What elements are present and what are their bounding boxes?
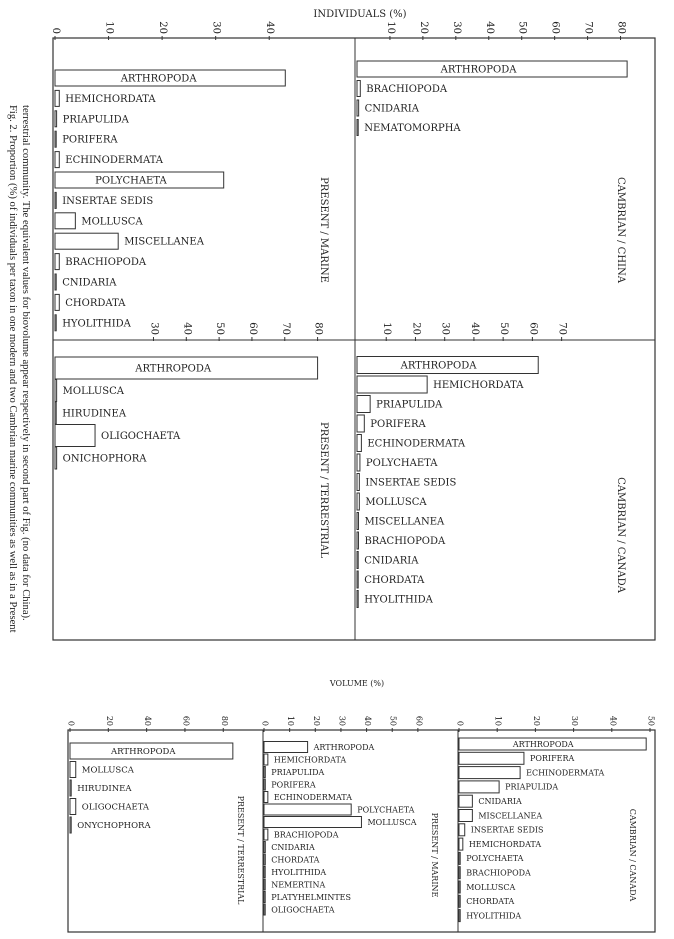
- volume-title: VOLUME (%): [329, 679, 385, 688]
- bar-cnidaria: [357, 100, 359, 116]
- panel-title: PRESENT / TERRESTRIAL: [236, 795, 245, 905]
- bar-cnidaria: [459, 795, 472, 807]
- category-label-mollusca: MOLLUSCA: [81, 216, 143, 228]
- tick-label: 10: [493, 715, 503, 726]
- category-label-echinodermata: ECHINODERMATA: [273, 792, 352, 802]
- tick-label: 40: [363, 715, 373, 726]
- chart-4-individuals-cambrian-canada: [357, 322, 626, 607]
- bar-miscellanea: [55, 233, 118, 249]
- category-label-mollusca: MOLLUSCA: [62, 386, 124, 397]
- bar-mollusca: [264, 817, 361, 828]
- panel-title: PRESENT / MARINE: [430, 812, 439, 898]
- individuals-outer-frame: [53, 38, 655, 640]
- category-label-priapulida: PRIAPULIDA: [271, 767, 325, 777]
- tick-label: 20: [311, 715, 321, 726]
- category-label-porifera: PORIFERA: [529, 754, 575, 764]
- tick-label: 80: [615, 21, 627, 34]
- bar-hemichordata: [264, 754, 268, 765]
- tick-label: 30: [450, 21, 462, 34]
- bar-mollusca: [55, 213, 75, 229]
- tick-label: 40: [608, 715, 618, 726]
- bar-priapulida: [55, 111, 57, 127]
- category-label-arthropoda: ARTHROPODA: [120, 73, 197, 85]
- tick-label: 10: [286, 715, 296, 726]
- category-label-oligochaeta: OLIGOCHAETA: [101, 431, 181, 442]
- tick-label: 80: [312, 322, 324, 335]
- bar-oligochaeta: [55, 425, 95, 447]
- bar-echinodermata: [55, 152, 59, 168]
- bar-insertae-sedis: [459, 824, 465, 836]
- bar-chordata: [264, 854, 265, 865]
- category-label-brachiopoda: BRACHIOPODA: [366, 84, 448, 95]
- panel-title: PRESENT / TERRESTRIAL: [318, 421, 329, 559]
- bar-onychophora: [70, 817, 71, 833]
- tick-label: 20: [531, 715, 541, 726]
- chart-6-volume-present-marine: [261, 716, 440, 915]
- bar-oligochaeta: [264, 904, 265, 915]
- tick-label: 80: [219, 715, 229, 726]
- category-label-insertae-sedis: INSERTAE SEDIS: [62, 195, 154, 207]
- category-label-brachiopoda: BRACHIOPODA: [364, 536, 446, 547]
- category-label-mollusca: MOLLUSCA: [466, 882, 516, 892]
- tick-label: 20: [417, 21, 429, 34]
- category-label-hirudinea: HIRUDINEA: [62, 408, 127, 420]
- bar-echinodermata: [459, 767, 520, 779]
- charts-layer: [50, 21, 656, 921]
- panel-title: CAMBRIAN / CHINA: [615, 177, 626, 283]
- tick-label: 30: [439, 322, 451, 335]
- bar-arthropoda: [264, 742, 308, 753]
- tick-label: 40: [264, 21, 276, 34]
- bar-brachiopoda: [264, 829, 268, 840]
- tick-label: 50: [646, 715, 656, 726]
- bar-brachiopoda: [357, 81, 360, 97]
- category-label-arthropoda: ARTHROPODA: [440, 64, 517, 76]
- tick-label: 0: [50, 27, 61, 34]
- category-label-echinodermata: ECHINODERMATA: [65, 155, 163, 167]
- category-label-nematomorpha: NEMATOMORPHA: [364, 123, 461, 134]
- bar-mollusca: [459, 881, 460, 893]
- category-label-echinodermata: ECHINODERMATA: [526, 768, 605, 778]
- category-label-miscellanea: MISCELLANEA: [478, 811, 543, 821]
- bar-echinodermata: [264, 792, 268, 803]
- category-label-mollusca: MOLLUSCA: [81, 765, 134, 776]
- tick-label: 30: [210, 21, 222, 34]
- category-label-miscellanea: MISCELLANEA: [124, 236, 204, 248]
- category-label-onychophora: ONYCHOPHORA: [77, 820, 151, 831]
- category-label-chordata: CHORDATA: [466, 897, 515, 907]
- bar-brachiopoda: [459, 867, 460, 879]
- bar-priapulida: [264, 767, 265, 778]
- tick-label: 60: [181, 715, 191, 726]
- chart-3-individuals-present-terrestrial: [55, 322, 329, 558]
- caption-line-2: terrestrial community. The equivalent values for biovolume appear respectively in second part of Fig. (no data for China).: [20, 105, 31, 621]
- tick-label: 20: [104, 715, 114, 726]
- category-label-polychaeta: POLYCHAETA: [95, 175, 167, 187]
- tick-label: 70: [582, 21, 594, 34]
- individuals-title: INDIVIDUALS (%): [313, 9, 407, 20]
- bar-hyolithida: [264, 867, 265, 878]
- bar-porifera: [459, 752, 524, 764]
- category-label-brachiopoda: BRACHIOPODA: [273, 830, 339, 840]
- tick-label: 20: [157, 21, 169, 34]
- category-label-oligochaeta: OLIGOCHAETA: [81, 802, 150, 813]
- category-label-arthropoda: ARTHROPODA: [400, 360, 477, 372]
- bar-nematomorpha: [357, 120, 358, 136]
- category-label-cnidaria: CNIDARIA: [364, 555, 419, 567]
- category-label-hemichordata: HEMICHORDATA: [433, 380, 524, 391]
- caption-line-1: Fig. 2. Proportion (%) of individuals per taxon in one modern and two Cambrian marine communities as well as in a Present: [7, 105, 18, 633]
- tick-label: 10: [384, 21, 396, 34]
- category-label-hyolithida: HYOLITHIDA: [271, 867, 327, 877]
- tick-label: 0: [455, 720, 465, 726]
- chart-5-volume-present-terrestrial: [67, 716, 246, 905]
- category-label-arthropoda: ARTHROPODA: [111, 746, 176, 757]
- bar-cnidaria: [357, 552, 358, 569]
- bar-hemichordata: [55, 90, 59, 106]
- bar-polychaeta: [459, 852, 460, 864]
- category-label-platyhelmintes: PLATYHELMINTES: [271, 892, 351, 902]
- panel-title: PRESENT / MARINE: [318, 177, 329, 283]
- chart-7-volume-cambrian-canada: [456, 716, 656, 922]
- category-label-polychaeta: POLYCHAETA: [357, 805, 415, 815]
- bar-miscellanea: [459, 810, 472, 822]
- tick-label: 50: [516, 21, 528, 34]
- category-label-arthropoda: ARTHROPODA: [135, 363, 212, 375]
- bar-cnidaria: [264, 842, 265, 853]
- tick-label: 30: [148, 322, 160, 335]
- tick-label: 50: [498, 322, 510, 335]
- category-label-cnidaria: CNIDARIA: [62, 277, 117, 289]
- bar-hyolithida: [55, 315, 56, 331]
- bar-priapulida: [459, 781, 499, 793]
- bar-porifera: [357, 415, 364, 432]
- category-label-mollusca: MOLLUSCA: [365, 497, 427, 508]
- tick-label: 60: [246, 322, 258, 335]
- bar-cnidaria: [55, 274, 56, 290]
- tick-label: 40: [143, 715, 153, 726]
- bar-polychaeta: [264, 804, 351, 815]
- category-label-chordata: CHORDATA: [65, 297, 126, 309]
- bar-chordata: [357, 571, 358, 588]
- bar-insertae-sedis: [55, 192, 56, 208]
- chart-2-individuals-cambrian-china: [357, 21, 627, 283]
- bar-onichophora: [55, 447, 57, 469]
- category-label-miscellanea: MISCELLANEA: [364, 516, 445, 528]
- bar-mollusca: [357, 493, 359, 510]
- bar-hirudinea: [55, 402, 56, 424]
- tick-label: 60: [549, 21, 561, 34]
- category-label-priapulida: PRIAPULIDA: [62, 114, 129, 126]
- category-label-hemichordata: HEMICHORDATA: [65, 93, 156, 105]
- category-label-chordata: CHORDATA: [271, 855, 320, 865]
- category-label-hirudinea: HIRUDINEA: [77, 783, 132, 794]
- tick-label: 30: [570, 715, 580, 726]
- tick-label: 40: [181, 322, 193, 335]
- panel-title: CAMBRIAN / CANADA: [615, 477, 626, 593]
- category-label-hemichordata: HEMICHORDATA: [468, 839, 542, 849]
- category-label-oligochaeta: OLIGOCHAETA: [271, 905, 335, 915]
- category-label-priapulida: PRIAPULIDA: [505, 782, 559, 792]
- category-label-hyolithida: HYOLITHIDA: [364, 594, 433, 606]
- category-label-polychaeta: POLYCHAETA: [466, 854, 524, 864]
- tick-label: 10: [381, 322, 393, 335]
- tick-label: 70: [556, 322, 568, 335]
- bar-polychaeta: [357, 454, 360, 471]
- tick-label: 60: [527, 322, 539, 335]
- tick-label: 70: [279, 322, 291, 335]
- bar-oligochaeta: [70, 799, 76, 815]
- category-label-arthropoda: ARTHROPODA: [512, 739, 574, 749]
- category-label-onichophora: ONICHOPHORA: [62, 453, 147, 465]
- category-label-brachiopoda: BRACHIOPODA: [65, 257, 147, 269]
- category-label-priapulida: PRIAPULIDA: [376, 399, 443, 411]
- bar-hyolithida: [459, 910, 460, 922]
- category-label-echinodermata: ECHINODERMATA: [367, 438, 466, 450]
- bar-porifera: [55, 131, 56, 147]
- category-label-arthropoda: ARTHROPODA: [313, 742, 375, 752]
- category-label-insertae-sedis: INSERTAE SEDIS: [365, 477, 457, 489]
- bar-chordata: [459, 895, 460, 907]
- category-label-nemertina: NEMERTINA: [271, 880, 326, 890]
- tick-label: 30: [337, 715, 347, 726]
- category-label-hemichordata: HEMICHORDATA: [273, 755, 347, 765]
- category-label-polychaeta: POLYCHAETA: [365, 458, 438, 469]
- bar-chordata: [55, 294, 59, 310]
- tick-label: 50: [214, 322, 226, 335]
- category-label-mollusca: MOLLUSCA: [367, 817, 417, 827]
- tick-label: 0: [260, 720, 270, 726]
- tick-label: 20: [410, 322, 422, 335]
- tick-label: 40: [468, 322, 480, 335]
- bar-platyhelmintes: [264, 892, 265, 903]
- bar-brachiopoda: [357, 532, 358, 549]
- category-label-porifera: PORIFERA: [62, 134, 118, 146]
- bar-insertae-sedis: [357, 474, 359, 491]
- tick-label: 0: [66, 720, 76, 726]
- category-label-insertae-sedis: INSERTAE SEDIS: [470, 825, 544, 835]
- bar-echinodermata: [357, 435, 361, 452]
- bar-nemertina: [264, 879, 265, 890]
- bar-mollusca: [70, 762, 76, 778]
- tick-label: 60: [414, 715, 424, 726]
- tick-label: 10: [103, 21, 115, 34]
- category-label-cnidaria: CNIDARIA: [364, 103, 419, 115]
- bar-brachiopoda: [55, 254, 59, 270]
- category-label-cnidaria: CNIDARIA: [271, 842, 315, 852]
- category-label-hyolithida: HYOLITHIDA: [466, 911, 522, 921]
- category-label-porifera: PORIFERA: [370, 419, 426, 430]
- chart-1-individuals-present-marine: [50, 21, 329, 331]
- category-label-hyolithida: HYOLITHIDA: [62, 318, 131, 330]
- bar-mollusca: [55, 380, 57, 402]
- tick-label: 40: [483, 21, 495, 34]
- bar-hyolithida: [357, 591, 358, 608]
- bar-hemichordata: [459, 838, 463, 850]
- bar-hirudinea: [70, 780, 71, 796]
- bar-porifera: [264, 779, 265, 790]
- category-label-brachiopoda: BRACHIOPODA: [466, 868, 531, 878]
- bar-miscellanea: [357, 513, 358, 530]
- category-label-chordata: CHORDATA: [364, 575, 425, 586]
- tick-label: 50: [388, 715, 398, 726]
- category-label-cnidaria: CNIDARIA: [478, 797, 522, 806]
- bar-priapulida: [357, 396, 370, 413]
- category-label-porifera: PORIFERA: [271, 780, 316, 790]
- panel-title: CAMBRIAN / CANADA: [628, 808, 637, 902]
- bar-hemichordata: [357, 376, 427, 393]
